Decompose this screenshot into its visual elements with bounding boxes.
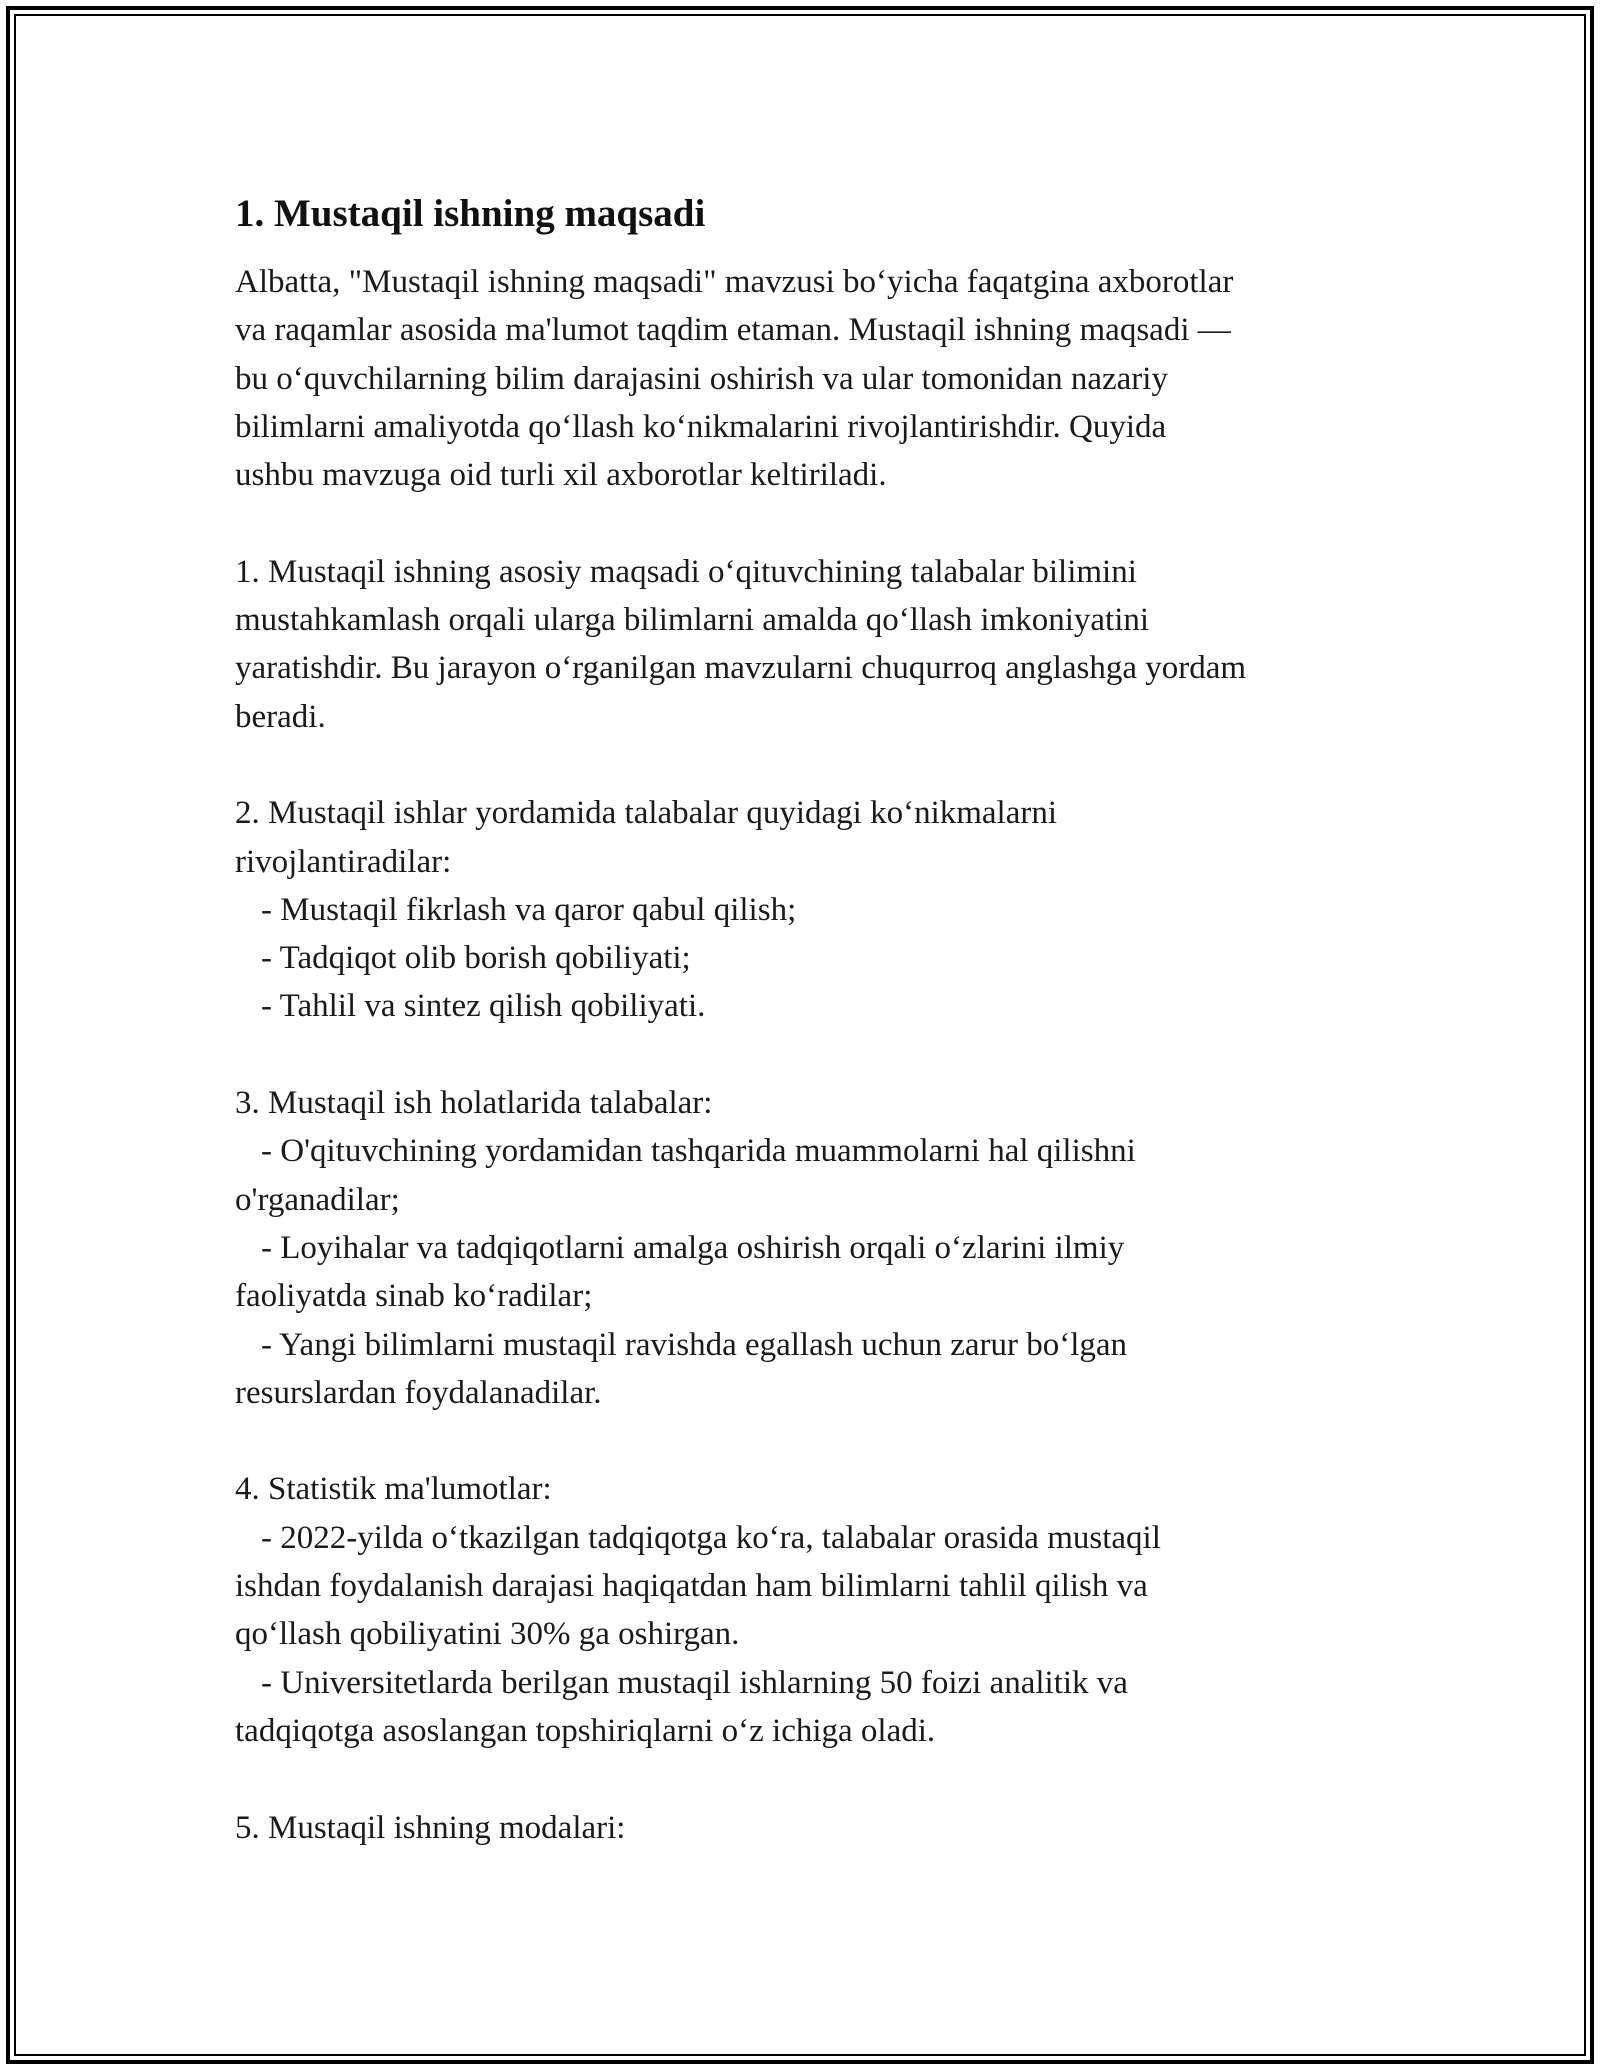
paragraph-line: qo‘llash qobiliyatini 30% ga oshirgan. [235, 1616, 740, 1653]
list-item: - Tahlil va sintez qilish qobiliyati. [261, 988, 706, 1025]
paragraph-line: o'rganadilar; [235, 1181, 400, 1218]
paragraph-line: tadqiqotga asoslangan topshiriqlarni o‘z ichiga oladi. [235, 1712, 936, 1749]
section-1 [235, 548, 1375, 741]
list-item: - Loyihalar va tadqiqotlarni amalga oshirish orqali o‘zlarini ilmiy [261, 1229, 1125, 1266]
document-page [235, 188, 1375, 1900]
section-2 [235, 789, 1375, 1030]
paragraph-line: mustahkamlash orqali ularga bilimlarni amalda qo‘llash imkoniyatini [235, 602, 1150, 639]
paragraph-line: Albatta, "Mustaqil ishning maqsadi" mavzusi bo‘yicha faqatgina axborotlar [235, 264, 1234, 300]
paragraph-line: resurslardan foydalanadilar. [235, 1374, 602, 1411]
paragraph-line: bu o‘quvchilarning bilim darajasini oshirish va ular tomonidan nazariy [235, 360, 1168, 397]
list-item: - Tadqiqot olib borish qobiliyati; [261, 940, 691, 977]
document-title: 1. Mustaqil ishning maqsadi [235, 192, 706, 235]
paragraph-line: ishdan foydalanish darajasi haqiqatdan ham bilimlarni tahlil qilish va [235, 1568, 1148, 1605]
list-item: - O'qituvchining yordamidan tashqarida muammolarni hal qilishni [261, 1133, 1136, 1170]
paragraph-line: va raqamlar asosida ma'lumot taqdim etaman. Mustaqil ishning maqsadi — [235, 312, 1231, 349]
section-3 [235, 1079, 1375, 1417]
paragraph-line: ushbu mavzuga oid turli xil axborotlar keltiriladi. [235, 457, 887, 494]
intro-paragraph [235, 258, 1375, 499]
section-4 [235, 1465, 1375, 1755]
paragraph-line: rivojlantiradilar: [235, 843, 452, 880]
paragraph-line: 3. Mustaqil ish holatlarida talabalar: [235, 1085, 713, 1122]
paragraph-line: 1. Mustaqil ishning asosiy maqsadi o‘qituvchining talabalar bilimini [235, 553, 1137, 590]
paragraph-line: yaratishdir. Bu jarayon o‘rganilgan mavzularni chuqurroq anglashga yordam [235, 650, 1247, 687]
paragraph-line: 2. Mustaqil ishlar yordamida talabalar quyidagi ko‘nikmalarni [235, 795, 1058, 832]
list-item: - 2022-yilda o‘tkazilgan tadqiqotga ko‘ra, talabalar orasida mustaqil [261, 1519, 1161, 1556]
paragraph-line: faoliyatda sinab ko‘radilar; [235, 1278, 593, 1315]
paragraph-line: 5. Mustaqil ishning modalari: [235, 1809, 626, 1846]
paragraph-line: beradi. [235, 698, 326, 735]
paragraph-line: bilimlarni amaliyotda qo‘llash ko‘nikmalarini rivojlantirishdir. Quyida [235, 408, 1167, 445]
list-item: - Mustaqil fikrlash va qaror qabul qilish; [261, 891, 797, 928]
paragraph-line: 4. Statistik ma'lumotlar: [235, 1471, 552, 1508]
list-item: - Yangi bilimlarni mustaqil ravishda egallash uchun zarur bo‘lgan [261, 1326, 1128, 1363]
section-5 [235, 1804, 1375, 1852]
list-item: - Universitetlarda berilgan mustaqil ishlarning 50 foizi analitik va [261, 1664, 1128, 1701]
